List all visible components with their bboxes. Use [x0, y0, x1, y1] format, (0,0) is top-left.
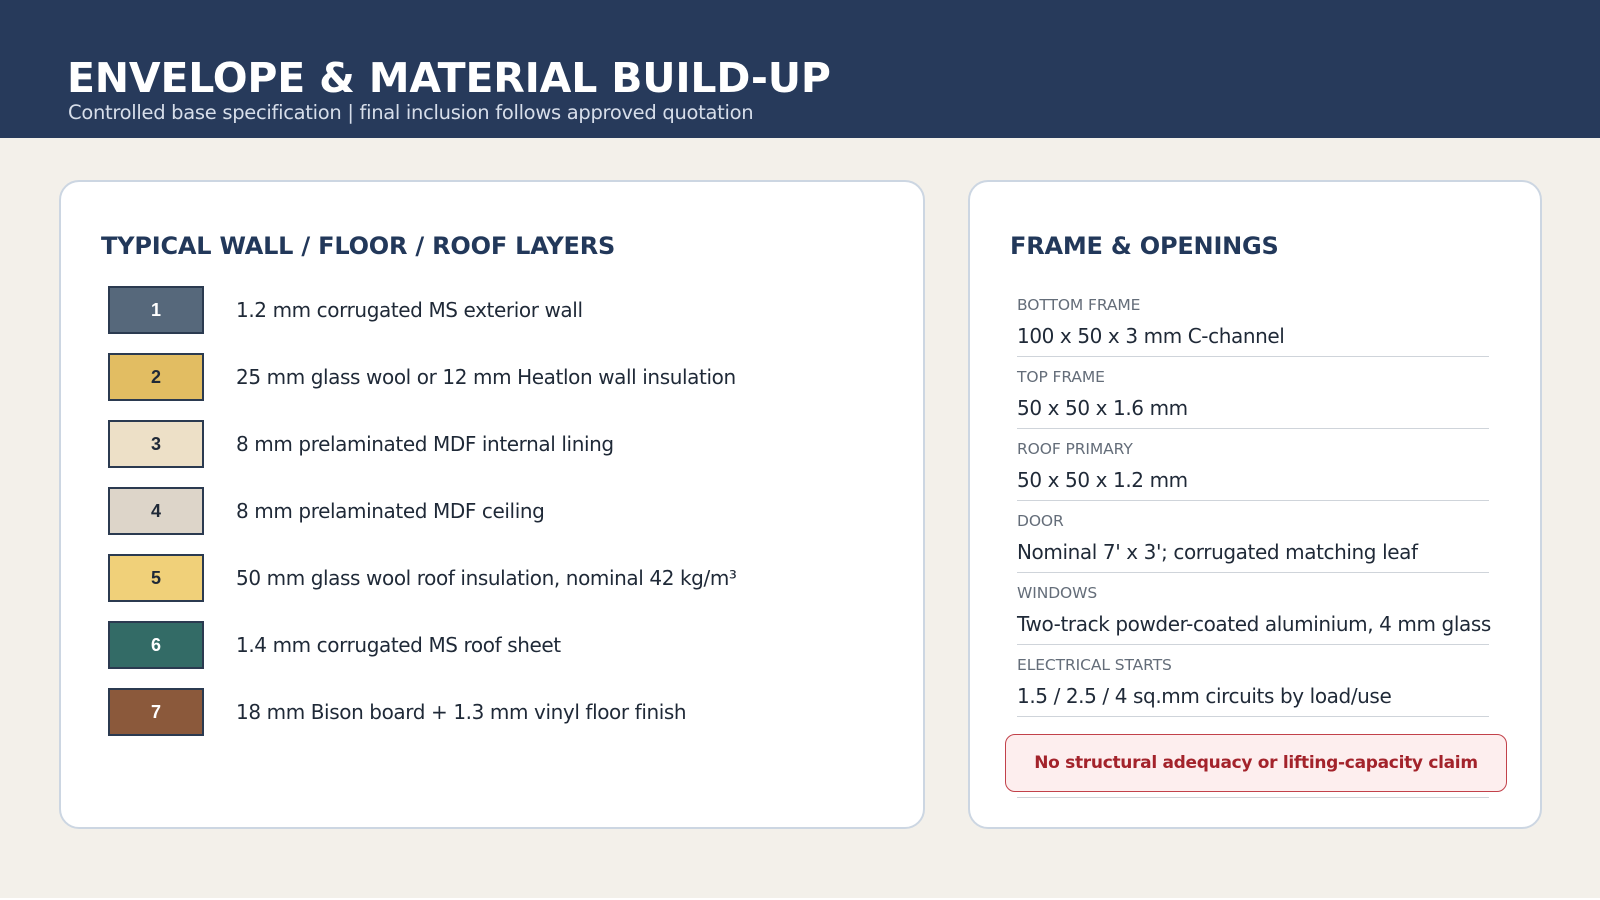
spec-label: DOOR	[1017, 512, 1064, 530]
layer-item	[108, 286, 888, 334]
spec-value: 1.5 / 2.5 / 4 sq.mm circuits by load/use	[1017, 684, 1392, 708]
layer-swatch: 4	[108, 487, 204, 535]
layer-label: 1.4 mm corrugated MS roof sheet	[236, 633, 561, 657]
layer-item	[108, 621, 888, 669]
spec-row	[1017, 285, 1489, 357]
spec-label: BOTTOM FRAME	[1017, 296, 1141, 314]
spec-value: 50 x 50 x 1.6 mm	[1017, 396, 1188, 420]
layers-card-title: TYPICAL WALL / FLOOR / ROOF LAYERS	[101, 232, 616, 260]
spec-label: ROOF PRIMARY	[1017, 440, 1133, 458]
layer-swatch: 2	[108, 353, 204, 401]
spec-label: ELECTRICAL STARTS	[1017, 656, 1172, 674]
layer-label: 1.2 mm corrugated MS exterior wall	[236, 298, 583, 322]
frame-card	[968, 180, 1542, 829]
spec-value: 100 x 50 x 3 mm C-channel	[1017, 324, 1285, 348]
spec-row	[1017, 573, 1489, 645]
divider	[1017, 797, 1489, 798]
layer-label: 8 mm prelaminated MDF internal lining	[236, 432, 614, 456]
disclaimer-warning: No structural adequacy or lifting-capacity claim	[1005, 734, 1507, 792]
spec-row	[1017, 357, 1489, 429]
spec-value: Two-track powder-coated aluminium, 4 mm glass	[1017, 612, 1491, 636]
spec-row	[1017, 429, 1489, 501]
frame-card-title: FRAME & OPENINGS	[1010, 232, 1279, 260]
layer-swatch: 1	[108, 286, 204, 334]
layer-label: 18 mm Bison board + 1.3 mm vinyl floor finish	[236, 700, 687, 724]
page-title: ENVELOPE & MATERIAL BUILD-UP	[67, 54, 831, 102]
layer-swatch: 3	[108, 420, 204, 468]
layer-item	[108, 353, 888, 401]
layer-swatch: 5	[108, 554, 204, 602]
spec-value: Nominal 7' x 3'; corrugated matching leaf	[1017, 540, 1418, 564]
layer-swatch: 6	[108, 621, 204, 669]
layers-card	[59, 180, 925, 829]
layer-label: 8 mm prelaminated MDF ceiling	[236, 499, 545, 523]
spec-label: TOP FRAME	[1017, 368, 1105, 386]
spec-row	[1017, 645, 1489, 717]
layer-item	[108, 487, 888, 535]
layer-item	[108, 688, 888, 736]
page-subtitle: Controlled base specification | final inclusion follows approved quotation	[68, 101, 754, 124]
layer-label: 50 mm glass wool roof insulation, nominal 42 kg/m³	[236, 566, 737, 590]
layer-label: 25 mm glass wool or 12 mm Heatlon wall insulation	[236, 365, 736, 389]
page-header	[0, 0, 1600, 138]
layer-item	[108, 554, 888, 602]
spec-value: 50 x 50 x 1.2 mm	[1017, 468, 1188, 492]
layer-item	[108, 420, 888, 468]
spec-row	[1017, 501, 1489, 573]
layer-swatch: 7	[108, 688, 204, 736]
spec-label: WINDOWS	[1017, 584, 1098, 602]
